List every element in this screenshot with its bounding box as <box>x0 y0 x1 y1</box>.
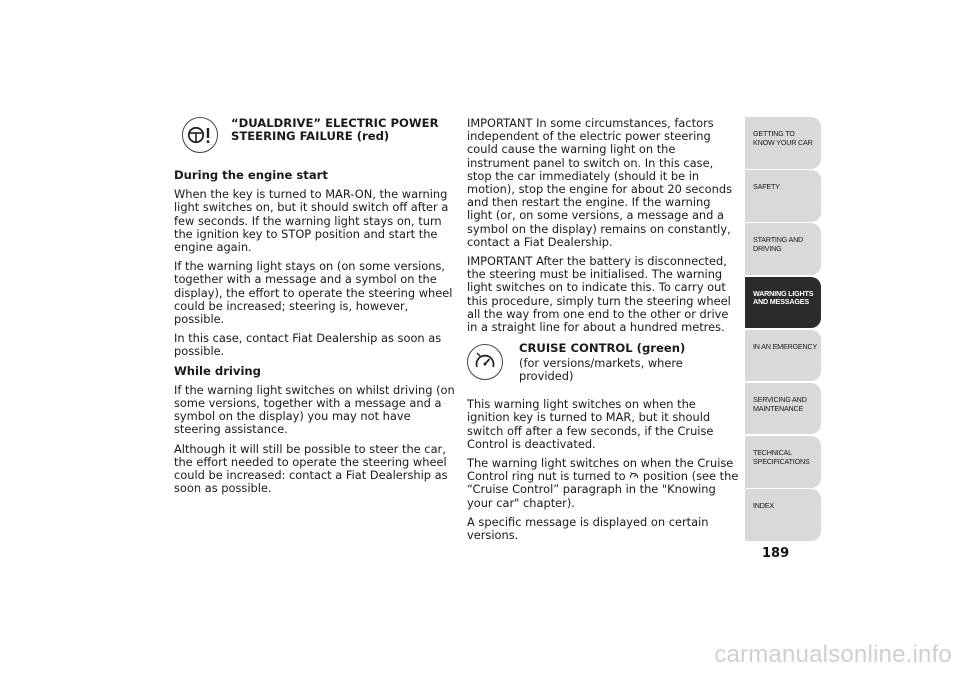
cruise-paragraph-3: A specific message is displayed on certain versions. <box>467 514 709 543</box>
tab-technical-specifications[interactable]: TECHNICAL SPECIFICATIONS <box>745 436 821 488</box>
tab-warning-lights-and-messages[interactable]: WARNING LIGHTS AND MESSAGES <box>745 277 821 329</box>
engine-start-paragraph-2: If the warning light stays on (on some versions, together with a message and a symbol on the display), the effort to operate the steering wheel could be increased; steering is, however, possible. <box>174 259 453 327</box>
cruise-control-title: CRUISE CONTROL (green) <box>519 341 686 356</box>
cruise-paragraph-1: This warning light switches on when the ignition key is turned to MAR, but it should switch off after a few seconds, if the Cruise Control is deactivated. <box>467 397 714 451</box>
left-column <box>174 117 456 501</box>
tab-starting-and-driving[interactable]: STARTING AND DRIVING <box>745 223 821 275</box>
important-note-1: IMPORTANT In some circumstances, factors independent of the electric power steering could cause the warning light on the instrument panel to switch on. In this case, stop the car immediately (should it be in motion), stop the engine for about 20 seconds and then restart the engine. If the warning light (or, on some versions, a message and a symbol on the display) remains on constantly, contact a Fiat Dealership. <box>467 116 733 249</box>
dualdrive-section-header <box>174 117 456 169</box>
tab-safety[interactable]: SAFETY <box>745 170 821 222</box>
while-driving-paragraph-2: Although it will still be possible to steer the car, the effort needed to operate the steering wheel could be increased: contact a Fiat Dealership as soon as possible. <box>174 441 448 496</box>
tab-index[interactable]: INDEX <box>745 489 821 541</box>
watermark: carmanualsonline.info <box>714 641 952 668</box>
speedometer-inline-icon <box>629 471 639 481</box>
chapter-tabs-sidebar <box>745 117 821 543</box>
cruise-paragraph-2-end: position (see the “Cruise Control” paragraph in the "Knowing your car" chapter). <box>467 469 739 510</box>
steering-failure-icon <box>182 117 218 153</box>
cruise-control-subtitle: (for versions/markets, where provided) <box>519 356 683 384</box>
engine-start-paragraph-3: In this case, contact Fiat Dealership as soon as possible. <box>174 331 442 359</box>
tab-servicing-and-maintenance[interactable]: SERVICING AND MAINTENANCE <box>745 383 821 435</box>
engine-start-heading: During the engine start <box>174 168 328 182</box>
while-driving-heading: While driving <box>174 363 261 378</box>
page-number: 189 <box>762 546 790 561</box>
important-note-2: IMPORTANT After the battery is disconnected, the steering must be initialised. The warning light switches on to indicate this. To carry out this procedure, simply turn the steering wheel all the way from one end to the other or drive in a straight line for about a hundred metres. <box>467 254 731 335</box>
while-driving-paragraph-1: If the warning light switches on whilst driving (on some versions, together with a message and a symbol on the display) you may not have steering assistance. <box>174 382 455 437</box>
engine-start-paragraph-1: When the key is turned to MAR-ON, the warning light switches on, but it should switch off after a few seconds. If the warning light stays on, turn the ignition key to STOP position and start the engine again. <box>174 187 449 255</box>
speedometer-icon <box>467 344 503 380</box>
right-column <box>467 117 739 548</box>
cruise-paragraph-2 <box>467 457 739 510</box>
cruise-paragraph-2-start: The warning light switches on when the Cruise Control ring nut is turned to <box>467 456 734 484</box>
tab-in-an-emergency[interactable]: IN AN EMERGENCY <box>745 330 821 382</box>
tab-getting-to-know-your-car[interactable]: GETTING TO KNOW YOUR CAR <box>745 117 821 169</box>
dualdrive-warning-title: “DUALDRIVE” ELECTRIC POWER STEERING FAILURE (red) <box>231 116 439 144</box>
cruise-control-section-header <box>467 342 739 398</box>
